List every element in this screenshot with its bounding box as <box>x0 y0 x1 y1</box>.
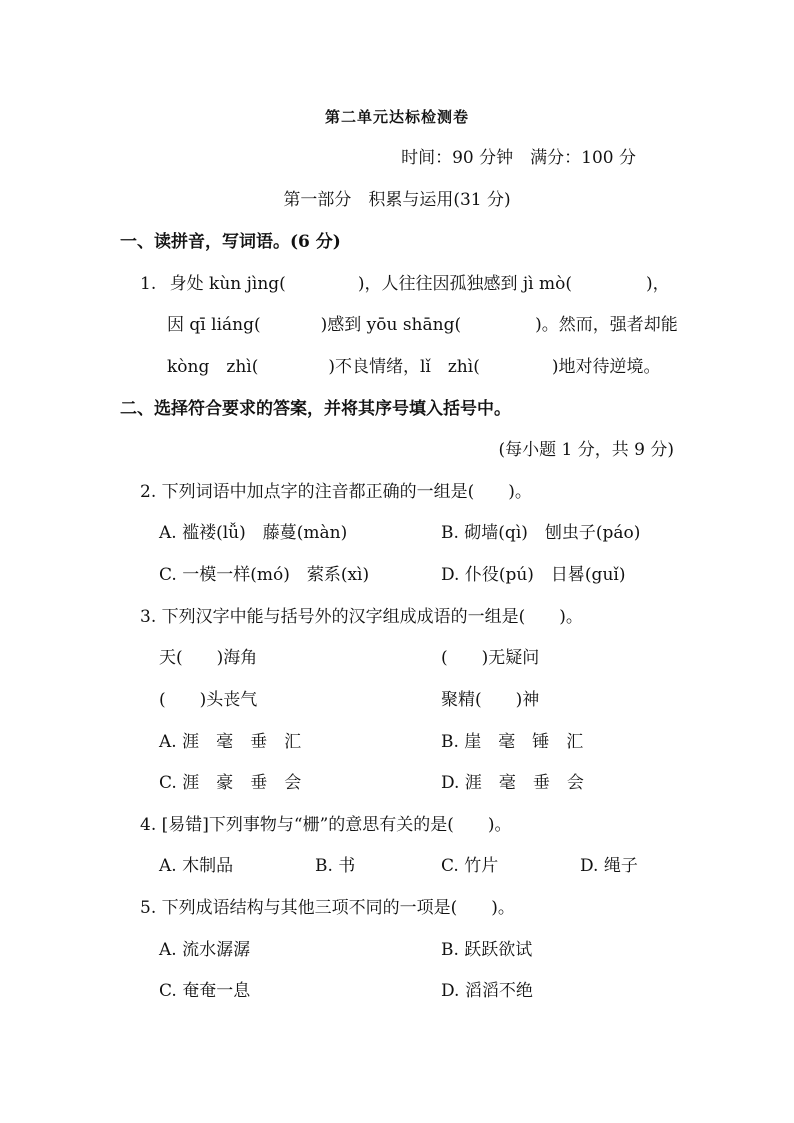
q5-option-b[interactable]: B. 跃跃欲试 <box>441 940 533 960</box>
q4-option-a[interactable]: A. 木制品 <box>159 856 234 876</box>
section2-heading: 二、选择符合要求的答案，并将其序号填入括号中。 <box>120 399 511 419</box>
q3-option-d[interactable]: D. 涯 毫 垂 会 <box>441 773 584 793</box>
q3-stem: 3. 下列汉字中能与括号外的汉字组成成语的一组是( )。 <box>140 607 583 627</box>
section2-score-note: (每小题 1 分，共 9 分) <box>498 440 674 460</box>
q3-phrase-4: 聚精( )神 <box>441 690 540 710</box>
q1-line1 <box>140 272 670 296</box>
q1-text-2b: )感到 yōu shāng( <box>320 315 462 335</box>
q3-option-a[interactable]: A. 涯 毫 垂 汇 <box>159 732 302 752</box>
q1-text-3b: )不良情绪，lǐ zhì( <box>328 357 480 377</box>
q3-phrase-1: 天( )海角 <box>159 648 258 668</box>
part-title: 第一部分 积累与运用(31 分) <box>283 190 511 210</box>
q1-text-1a: 身处 kùn jìng( <box>169 274 286 294</box>
q2-option-a[interactable]: A. 褴褛(lǚ) 藤蔓(màn) <box>159 523 348 543</box>
q1-text-3a: kòng zhì( <box>167 357 259 377</box>
q2-option-b[interactable]: B. 砌墙(qì) 刨虫子(páo) <box>441 523 641 543</box>
time-and-score: 时间：90 分钟 满分：100 分 <box>401 148 636 168</box>
q2-option-d[interactable]: D. 仆役(pú) 日晷(guǐ) <box>441 565 626 585</box>
q4-stem: 4. [易错]下列事物与“栅”的意思有关的是( )。 <box>140 815 512 835</box>
section1-heading: 一、读拼音，写词语。(6 分) <box>120 232 341 252</box>
q1-text-1c: )， <box>645 274 670 294</box>
q1-text-2a: 因 qī liáng( <box>167 315 261 335</box>
q5-option-a[interactable]: A. 流水潺潺 <box>159 940 251 960</box>
q1-text-1b: )，人往往因孤独感到 jì mò( <box>357 274 572 294</box>
q4-option-d[interactable]: D. 绳子 <box>580 856 638 876</box>
q5-stem: 5. 下列成语结构与其他三项不同的一项是( )。 <box>140 898 515 918</box>
q2-stem: 2. 下列词语中加点字的注音都正确的一组是( )。 <box>140 482 532 502</box>
q2-option-c[interactable]: C. 一模一样(mó) 萦系(xì) <box>159 565 370 585</box>
q5-option-c[interactable]: C. 奄奄一息 <box>159 981 251 1001</box>
q1-line3 <box>167 355 660 379</box>
q3-option-b[interactable]: B. 崖 毫 锤 汇 <box>441 732 584 752</box>
q3-phrase-2: ( )无疑问 <box>441 648 540 668</box>
q1-number: 1. <box>140 274 157 294</box>
q1-line2 <box>167 313 678 337</box>
q1-text-2c: )。然而，强者却能 <box>535 315 678 335</box>
q4-option-c[interactable]: C. 竹片 <box>441 856 499 876</box>
q3-option-c[interactable]: C. 涯 豪 垂 会 <box>159 773 302 793</box>
q5-option-d[interactable]: D. 滔滔不绝 <box>441 981 533 1001</box>
exam-title: 第二单元达标检测卷 <box>324 108 469 126</box>
q1-text-3c: )地对待逆境。 <box>551 357 661 377</box>
q4-option-b[interactable]: B. 书 <box>315 856 356 876</box>
q3-phrase-3: ( )头丧气 <box>159 690 258 710</box>
